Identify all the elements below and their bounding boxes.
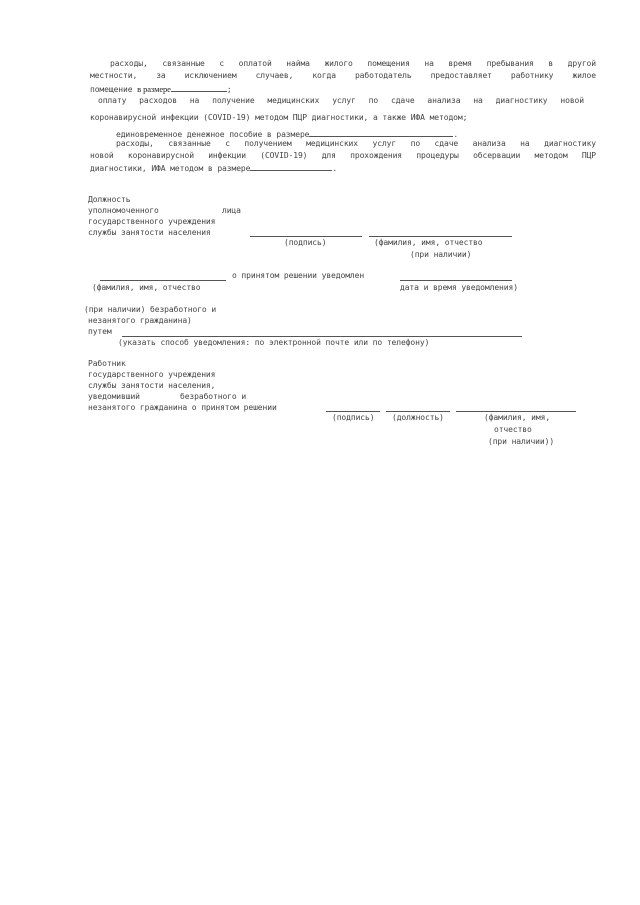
blank-field <box>309 128 453 137</box>
signature-line <box>250 236 362 237</box>
p1-line2: местности, за исключением случаев, когда работодатель предоставляет работнику жилое <box>90 71 596 80</box>
p1-line3-prefix: помещение <box>90 85 133 94</box>
notice-line2: (при наличии) безработного и <box>84 305 217 314</box>
p1-line3 <box>90 83 232 95</box>
p3-line1-prefix: единовременное денежное пособие в размере <box>116 130 310 139</box>
sig2-line5: незанятого гражданина о принятом решении <box>88 403 277 412</box>
blank-field <box>250 162 332 171</box>
sig1-caption-name2: (при наличии) <box>410 250 472 259</box>
notice-way-line <box>122 336 522 337</box>
p4-line3-suffix: . <box>332 164 338 173</box>
name-line <box>369 236 512 237</box>
sig1-line2b: лица <box>222 206 241 215</box>
p4-line2: новой коронавирусной инфекции (COVID-19) для прохождения процедуры обсервации методом ПЦР <box>90 151 596 160</box>
notice-line3: незанятого гражданина) <box>88 316 192 325</box>
p3-line1-suffix: . <box>453 130 459 139</box>
p1-line1: расходы, связанные с оплатой найма жилого помещения на время пребывания в другой <box>110 59 596 68</box>
sig2-line4a: уведомивший <box>88 392 140 401</box>
notice-mid: о принятом решении уведомлен <box>232 271 365 280</box>
notice-caption-way: (указать способ уведомления: по электронной почте или по телефону) <box>118 338 430 347</box>
sig2-line3: службы занятости населения, <box>88 381 216 390</box>
sig2-caption-name3: (при наличии)) <box>488 437 555 446</box>
notice-caption-name: (фамилия, имя, отчество <box>92 283 201 292</box>
p4-line1: расходы, связанные с получением медицинских услуг по сдаче анализа на диагностику <box>116 139 596 148</box>
notice-date-line <box>400 280 512 281</box>
sig2-line4b: безработного и <box>180 392 247 401</box>
name-line <box>456 411 576 412</box>
notice-line4: путем <box>88 327 112 336</box>
blank-field <box>171 83 227 92</box>
sig1-caption-name: (фамилия, имя, отчество <box>374 238 483 247</box>
sig2-caption-name2: отчество <box>494 425 532 434</box>
sig1-line2a: уполномоченного <box>88 206 159 215</box>
p1-line3-serif: в размере <box>137 84 171 94</box>
sig2-line1: Работник <box>88 359 126 368</box>
sig2-line2: государственного учреждения <box>88 370 216 379</box>
p4-line3-prefix: диагностики, ИФА методом в размере <box>90 164 251 173</box>
p1-line3-suffix: ; <box>226 85 232 94</box>
sig1-caption-sign: (подпись) <box>284 238 327 247</box>
sig2-caption-sign: (подпись) <box>332 413 375 422</box>
sig2-caption-name: (фамилия, имя, <box>484 413 551 422</box>
position-line <box>386 411 450 412</box>
p4-line3 <box>90 162 337 174</box>
sig1-line4: службы занятости населения <box>88 228 211 237</box>
signature-line <box>326 411 380 412</box>
p2-line1: оплату расходов на получение медицинских услуг по сдаче анализа на диагностику новой <box>98 96 584 105</box>
sig1-line3: государственного учреждения <box>88 217 216 226</box>
sig2-caption-post: (должность) <box>392 413 444 422</box>
notified-name-line <box>100 280 226 281</box>
p2-line2: коронавирусной инфекции (COVID-19) методом ПЦР диагностики, а также ИФА методом; <box>90 113 468 122</box>
sig1-line1: Должность <box>88 195 131 204</box>
notice-caption-date: дата и время уведомления) <box>400 283 518 292</box>
